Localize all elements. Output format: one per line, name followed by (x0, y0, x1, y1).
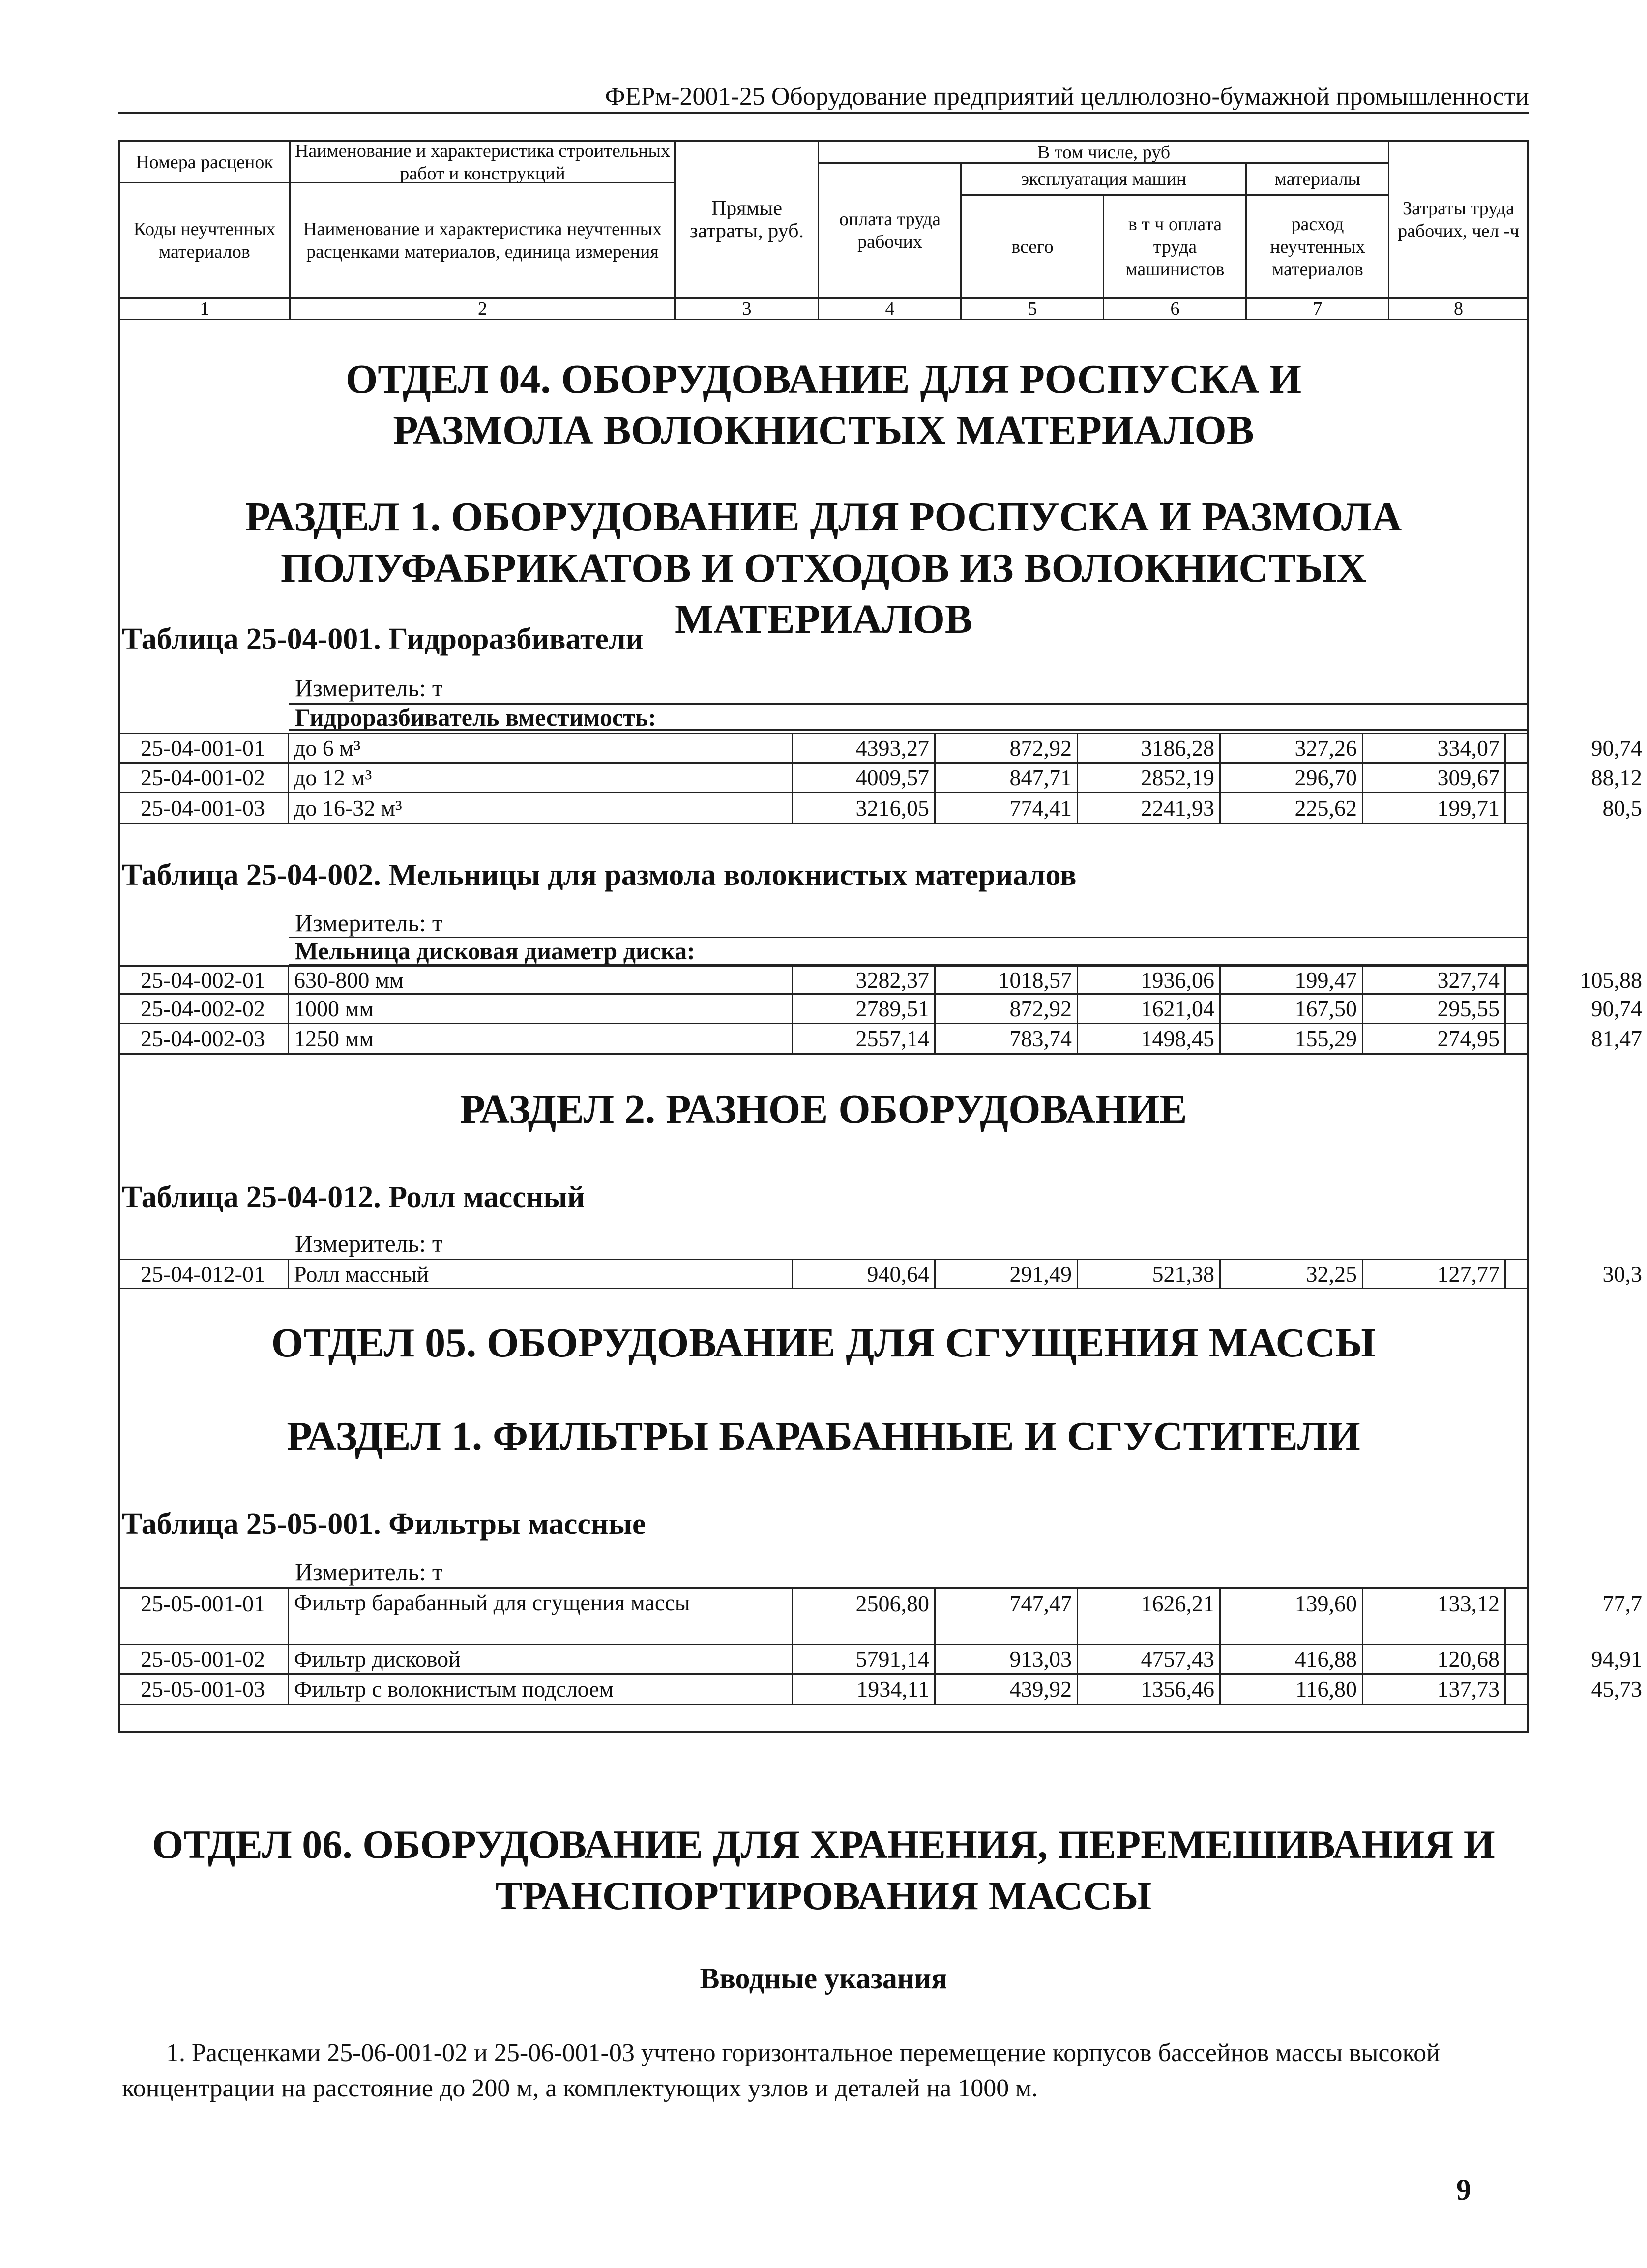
section-heading: ОТДЕЛ 05. ОБОРУДОВАНИЕ ДЛЯ СГУЩЕНИЯ МАССЫ (271, 1320, 1376, 1366)
operator-pay: 296,70 (1221, 764, 1363, 792)
row-code: 25-05-001-03 (118, 1675, 289, 1704)
labor: 105,88 (1580, 967, 1642, 993)
section-heading: РАЗДЕЛ 1. ОБОРУДОВАНИЕ ДЛЯ РОСПУСКА И РАЗМОЛА ПОЛУФАБРИКАТОВ И ОТХОДОВ ИЗ ВОЛОКНИСТЫХ МАТЕРИАЛОВ (245, 494, 1402, 642)
operator-pay: 199,47 (1221, 967, 1363, 993)
machines-total: 1626,21 (1078, 1589, 1221, 1644)
row-code: 25-04-001-01 (118, 734, 289, 762)
direct-costs: 4393,27 (793, 734, 936, 762)
labor: 80,5 (1602, 795, 1642, 821)
header-material-consumption: расход неучтенных материалов (1270, 213, 1365, 280)
materials: 199,71 (1363, 793, 1506, 823)
materials: 309,67 (1363, 764, 1506, 792)
header-operator-pay: в т ч оплата труда машинистов (1125, 213, 1225, 280)
direct-costs: 2557,14 (793, 1024, 936, 1053)
materials: 274,95 (1363, 1024, 1506, 1053)
running-head (118, 82, 1529, 114)
header-including: В том числе, руб (1037, 142, 1171, 163)
table-row (118, 1259, 1642, 1289)
worker-pay: 872,92 (936, 995, 1078, 1023)
group-label: Гидроразбиватель вместимость: (295, 704, 656, 731)
row-code: 25-05-001-02 (118, 1645, 289, 1673)
col-number: 6 (1170, 298, 1180, 319)
table-row (118, 1645, 1642, 1675)
operator-pay: 225,62 (1221, 793, 1363, 823)
table-title: Таблица 25-04-001. Гидроразбиватели (122, 622, 644, 656)
direct-costs: 2506,80 (793, 1589, 936, 1644)
col-number: 4 (885, 298, 895, 319)
worker-pay: 774,41 (936, 793, 1078, 823)
labor: 77,7 (1602, 1591, 1642, 1616)
materials: 120,68 (1363, 1645, 1506, 1673)
row-name: 1250 мм (289, 1024, 793, 1053)
worker-pay: 291,49 (936, 1260, 1078, 1288)
table-row (118, 995, 1642, 1024)
direct-costs: 940,64 (793, 1260, 936, 1288)
header-materials: материалы (1274, 169, 1361, 189)
direct-costs: 1934,11 (793, 1675, 936, 1704)
operator-pay: 116,80 (1221, 1675, 1363, 1704)
operator-pay: 32,25 (1221, 1260, 1363, 1288)
section-heading: РАЗДЕЛ 1. ФИЛЬТРЫ БАРАБАННЫЕ И СГУСТИТЕЛИ (287, 1414, 1360, 1459)
labor: 90,74 (1591, 736, 1642, 761)
machines-total: 521,38 (1078, 1260, 1221, 1288)
row-code: 25-04-012-01 (118, 1260, 289, 1288)
row-code: 25-05-001-01 (118, 1589, 289, 1644)
row-name: Фильтр барабанный для сгущения массы (289, 1589, 793, 1644)
col-number: 5 (1028, 298, 1037, 319)
table-title: Таблица 25-04-012. Ролл массный (122, 1180, 585, 1214)
row-name: Фильтр дисковой (289, 1645, 793, 1673)
labor: 94,91 (1591, 1647, 1642, 1672)
labor: 88,12 (1591, 765, 1642, 790)
row-name: Фильтр с волокнистым подслоем (289, 1675, 793, 1704)
table-row (118, 1675, 1642, 1705)
section-heading: ОТДЕЛ 04. ОБОРУДОВАНИЕ ДЛЯ РОСПУСКА И РАЗМОЛА ВОЛОКНИСТЫХ МАТЕРИАЛОВ (345, 356, 1302, 453)
materials: 137,73 (1363, 1675, 1506, 1704)
machines-total: 4757,43 (1078, 1645, 1221, 1673)
direct-costs: 3282,37 (793, 967, 936, 993)
labor: 81,47 (1591, 1026, 1642, 1051)
group-label: Мельница дисковая диаметр диска: (295, 937, 695, 965)
col-number: 1 (200, 298, 209, 319)
section-heading: ОТДЕЛ 06. ОБОРУДОВАНИЕ ДЛЯ ХРАНЕНИЯ, ПЕРЕМЕШИВАНИЯ И ТРАНСПОРТИРОВАНИЯ МАССЫ (152, 1822, 1495, 1918)
materials: 327,74 (1363, 967, 1506, 993)
labor: 30,3 (1602, 1261, 1642, 1287)
worker-pay: 847,71 (936, 764, 1078, 792)
row-code: 25-04-002-02 (118, 995, 289, 1023)
machines-total: 1621,04 (1078, 995, 1221, 1023)
header-work-name: Наименование и характеристика строительных работ и конструкций (294, 140, 671, 184)
table-row (118, 733, 1642, 764)
col-number: 7 (1313, 298, 1323, 319)
operator-pay: 139,60 (1221, 1589, 1363, 1644)
worker-pay: 872,92 (936, 734, 1078, 762)
section-heading: РАЗДЕЛ 2. РАЗНОЕ ОБОРУДОВАНИЕ (460, 1087, 1187, 1132)
table-row (118, 793, 1642, 824)
operator-pay: 327,26 (1221, 734, 1363, 762)
header-total: всего (1011, 236, 1054, 257)
header-labor: Затраты труда рабочих, чел -ч (1398, 198, 1519, 241)
page-number: 9 (1456, 2174, 1471, 2206)
direct-costs: 5791,14 (793, 1645, 936, 1673)
col-number: 2 (478, 298, 487, 319)
unit-label: Измеритель: т (295, 1558, 443, 1586)
header-direct-costs: Прямые затраты, руб. (690, 197, 804, 242)
direct-costs: 2789,51 (793, 995, 936, 1023)
operator-pay: 416,88 (1221, 1645, 1363, 1673)
header-worker-pay: оплата труда рабочих (839, 209, 941, 252)
running-head-text: ФЕРм-2001-25 Оборудование предприятий целлюлозно-бумажной промышленности (605, 83, 1529, 111)
worker-pay: 913,03 (936, 1645, 1078, 1673)
machines-total: 2241,93 (1078, 793, 1221, 823)
row-name: до 6 м³ (289, 734, 793, 762)
machines-total: 1356,46 (1078, 1675, 1221, 1704)
header-material-name: Наименование и характеристика неучтенных расценками материалов, единица измерения (303, 219, 662, 262)
direct-costs: 4009,57 (793, 764, 936, 792)
worker-pay: 747,47 (936, 1589, 1078, 1644)
table-title: Таблица 25-05-001. Фильтры массные (122, 1507, 646, 1541)
col-number: 3 (742, 298, 752, 319)
row-code: 25-04-002-01 (118, 967, 289, 993)
intro-title: Вводные указания (700, 1962, 947, 1995)
machines-total: 1936,06 (1078, 967, 1221, 993)
unit-label: Измеритель: т (295, 909, 443, 937)
machines-total: 2852,19 (1078, 764, 1221, 792)
intro-paragraph: 1. Расценками 25-06-001-02 и 25-06-001-03 учтено горизонтальное перемещение корпусов бассейнов массы высокой концентрации на расстояние до 200 м, а комплектующих узлов и деталей на 1000 м. (122, 2039, 1440, 2102)
unit-label: Измеритель: т (295, 1230, 443, 1257)
col-number: 8 (1454, 298, 1463, 319)
operator-pay: 167,50 (1221, 995, 1363, 1023)
table-row (118, 965, 1642, 995)
labor: 45,73 (1591, 1677, 1642, 1702)
table-row (118, 764, 1642, 793)
row-name: до 16-32 м³ (289, 793, 793, 823)
direct-costs: 3216,05 (793, 793, 936, 823)
header-machines: эксплуатация машин (1021, 169, 1187, 189)
materials: 133,12 (1363, 1589, 1506, 1644)
operator-pay: 155,29 (1221, 1024, 1363, 1053)
worker-pay: 783,74 (936, 1024, 1078, 1053)
row-name: 630-800 мм (289, 967, 793, 993)
machines-total: 3186,28 (1078, 734, 1221, 762)
row-name: до 12 м³ (289, 764, 793, 792)
unit-label: Измеритель: т (295, 674, 443, 702)
labor: 90,74 (1591, 996, 1642, 1021)
materials: 127,77 (1363, 1260, 1506, 1288)
table-row (118, 1024, 1642, 1055)
row-code: 25-04-002-03 (118, 1024, 289, 1053)
materials: 295,55 (1363, 995, 1506, 1023)
materials: 334,07 (1363, 734, 1506, 762)
row-code: 25-04-001-02 (118, 764, 289, 792)
worker-pay: 439,92 (936, 1675, 1078, 1704)
worker-pay: 1018,57 (936, 967, 1078, 993)
row-code: 25-04-001-03 (118, 793, 289, 823)
table-row (118, 1587, 1642, 1645)
header-codes: Номера расценок (136, 151, 273, 173)
machines-total: 1498,45 (1078, 1024, 1221, 1053)
table-title: Таблица 25-04-002. Мельницы для размола волокнистых материалов (122, 858, 1077, 892)
header-material-codes: Коды неучтенных материалов (133, 219, 276, 262)
row-name: 1000 мм (289, 995, 793, 1023)
row-name: Ролл массный (289, 1260, 793, 1288)
